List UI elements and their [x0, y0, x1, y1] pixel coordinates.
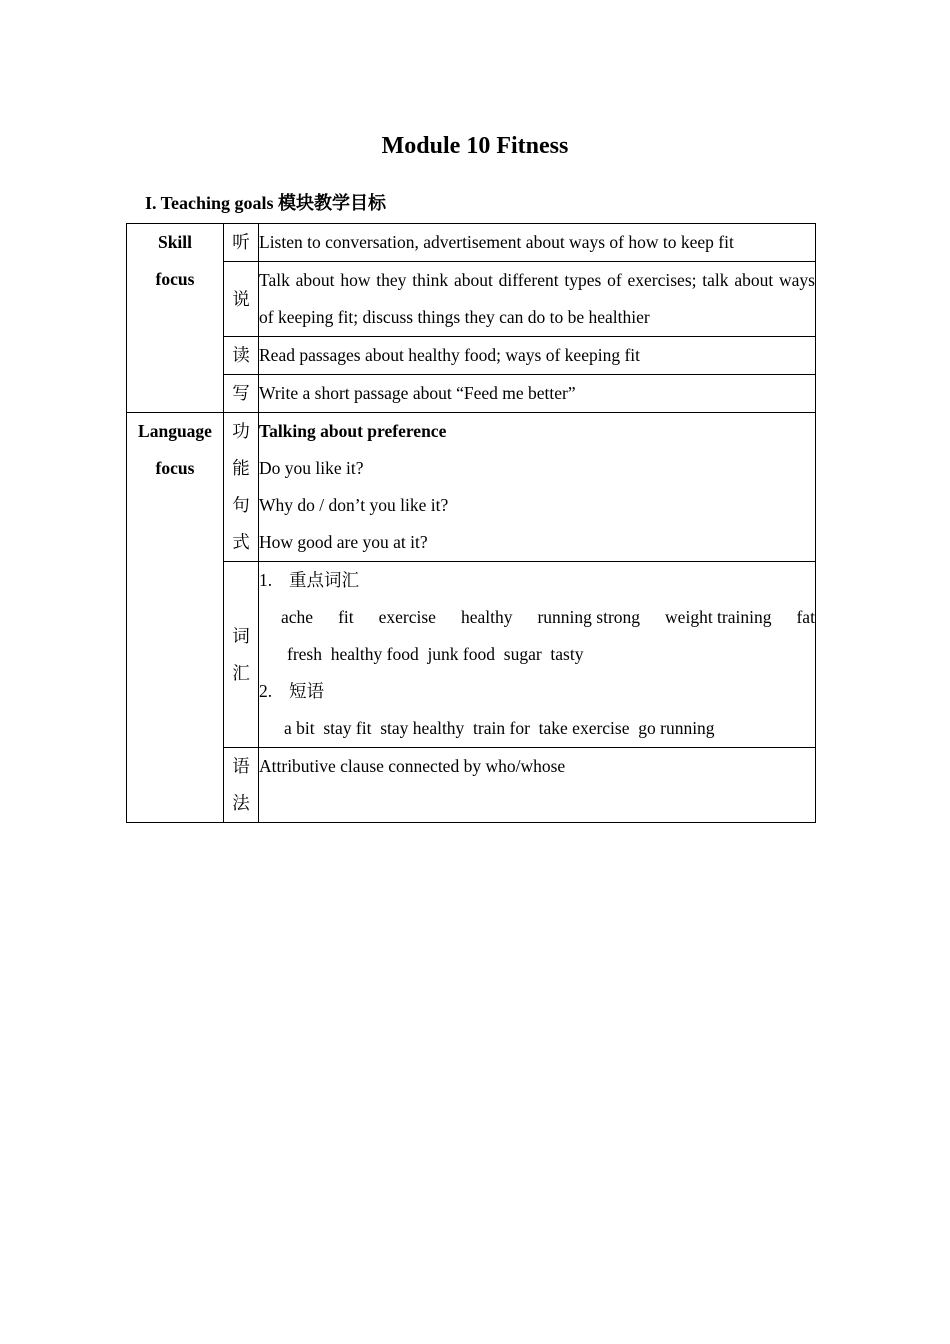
vocabulary-content [259, 562, 816, 748]
listen-label: 听 [224, 224, 259, 262]
read-label: 读 [224, 337, 259, 375]
table-row [127, 375, 816, 413]
grammar-label: 语 法 [224, 748, 259, 823]
table-row [127, 337, 816, 375]
table-row [127, 224, 816, 262]
vocabulary-item-1: 1. 重点词汇 [259, 570, 359, 590]
read-text: Read passages about healthy food; ways of keeping fit [259, 337, 816, 375]
language-focus-label: Language focus [127, 413, 224, 823]
grammar-text: Attributive clause connected by who/whose [259, 748, 816, 823]
key-words-line: ache fit exercise healthy running strong weight training fat [281, 607, 815, 627]
section-heading: I. Teaching goals 模块教学目标 [145, 193, 387, 213]
listen-text: Listen to conversation, advertisement about ways of how to keep fit [259, 224, 816, 262]
table-row [127, 562, 816, 748]
teaching-goals-table [126, 223, 816, 823]
vocabulary-label: 词 汇 [224, 562, 259, 748]
phrases-line: a bit stay fit stay healthy train for take exercise go running [284, 718, 715, 738]
write-label: 写 [224, 375, 259, 413]
key-words-line-2: fresh healthy food junk food sugar tasty [287, 644, 584, 664]
function-content [259, 413, 816, 562]
table-row [127, 262, 816, 337]
function-line: How good are you at it? [259, 532, 428, 552]
function-label: 功 能 句 式 [224, 413, 259, 562]
skill-focus-label: Skill focus [127, 224, 224, 413]
function-line: Why do / don’t you like it? [259, 495, 449, 515]
function-heading: Talking about preference [259, 421, 447, 441]
page-title: Module 10 Fitness [381, 133, 569, 159]
table-row [127, 748, 816, 823]
speak-label: 说 [224, 262, 259, 337]
table-row [127, 413, 816, 562]
speak-text: Talk about how they think about different types of exercises; talk about ways of keeping fit; discuss things they can do to be healthier [259, 262, 816, 337]
function-line: Do you like it? [259, 458, 364, 478]
vocabulary-item-2: 2. 短语 [259, 681, 324, 701]
write-text: Write a short passage about “Feed me better” [259, 375, 816, 413]
